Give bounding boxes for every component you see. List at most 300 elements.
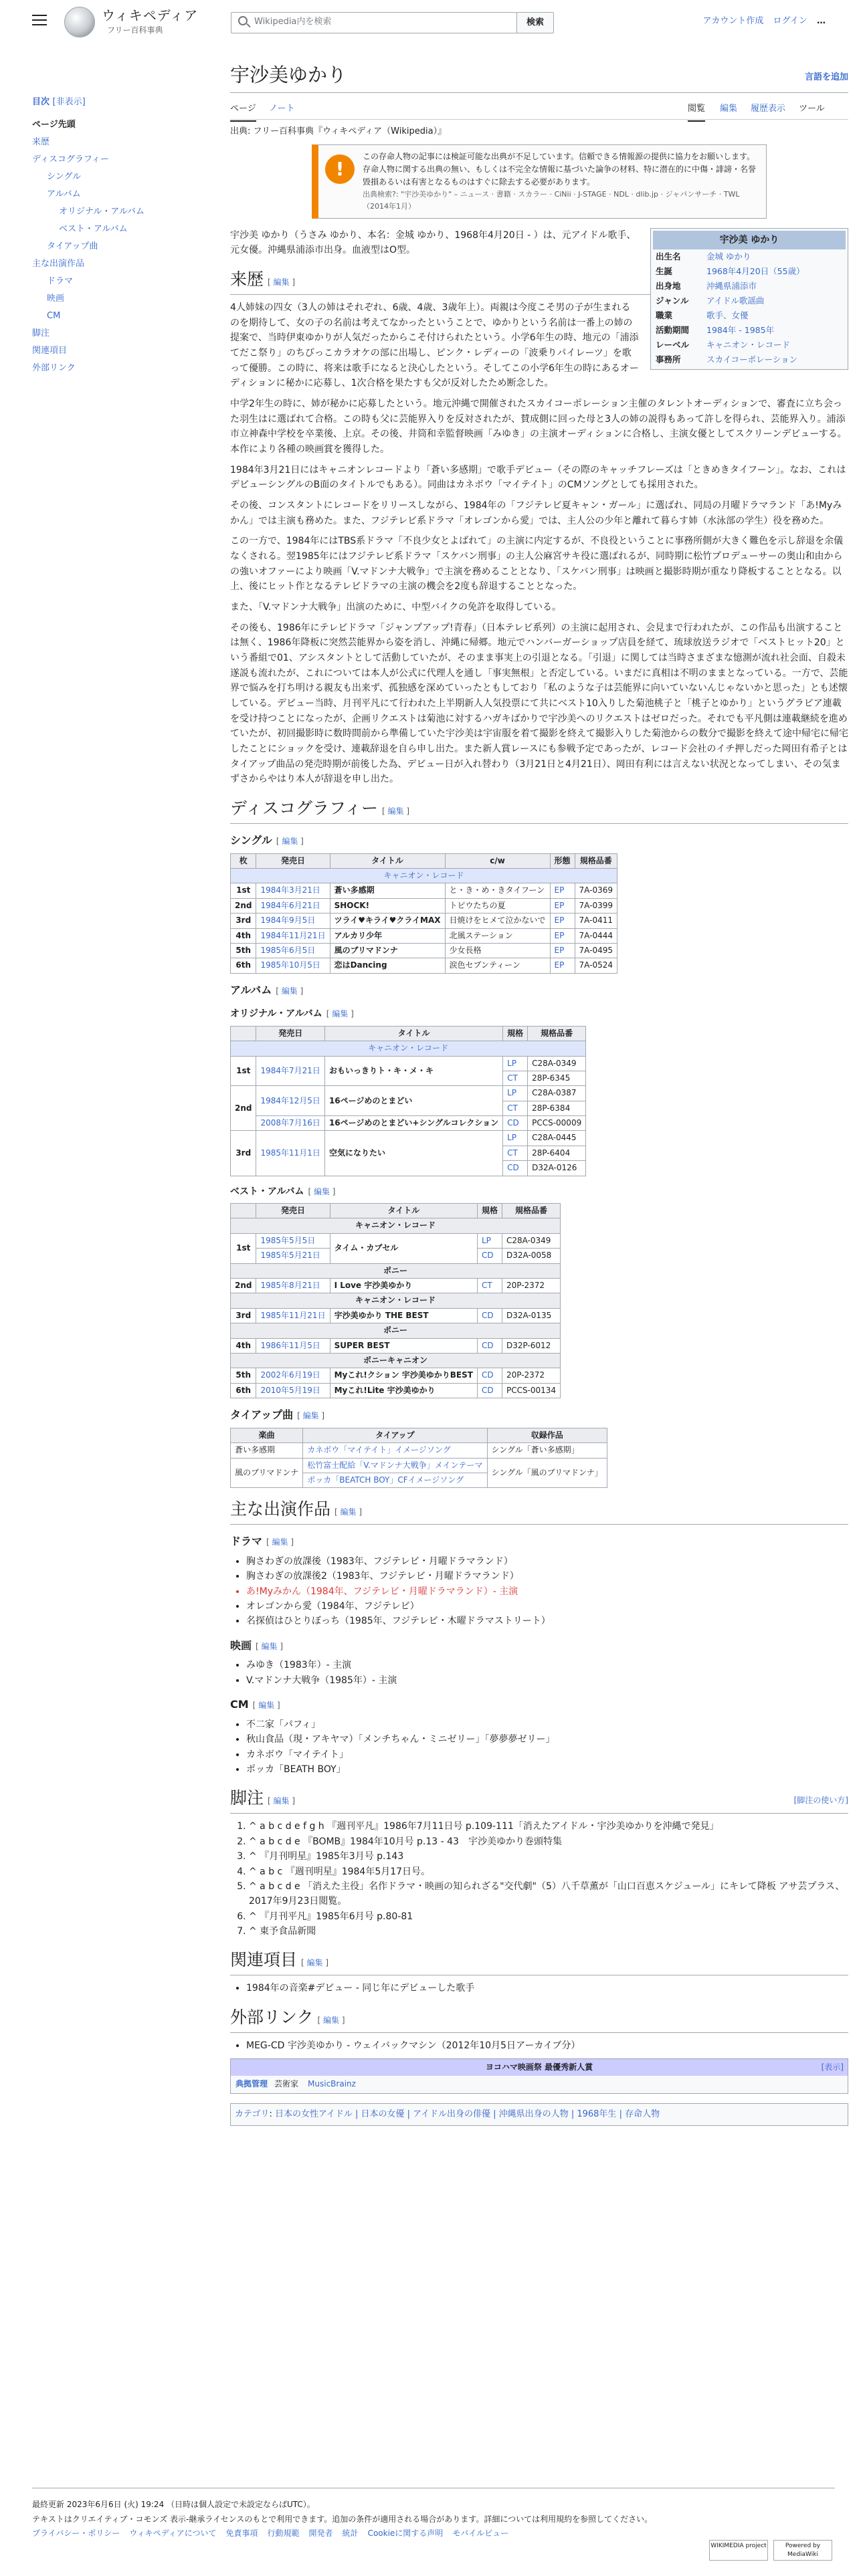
table-of-contents (32, 94, 193, 377)
infobox-table (653, 249, 846, 367)
subsection-heading: タイアップ曲 [ 編集 ] (230, 1408, 325, 1422)
edit-link[interactable]: [ 編集 ] (256, 1641, 284, 1651)
edit-link[interactable]: [ 編集 ] (326, 1009, 354, 1019)
cell-date[interactable]: 1985年5月21日 (256, 1249, 330, 1263)
wikipedia-logo-icon[interactable] (64, 7, 95, 37)
edit-link[interactable]: [ 編集 ] (308, 1186, 336, 1196)
cell-format[interactable]: CT (503, 1146, 528, 1160)
column-header: 発売日 (256, 1026, 324, 1041)
cell-format[interactable]: CD (477, 1338, 502, 1353)
cell-code: 28P-6345 (528, 1071, 586, 1085)
tab-history[interactable]: 履歴表示 (751, 104, 786, 114)
reference-item[interactable]: 3. ^ 『月刊明星』1985年3月号 p.143 (249, 1849, 848, 1864)
cell-code: 20P-2372 (502, 1279, 560, 1293)
section-heading: 関連項目 [ 編集 ] (230, 1951, 848, 1975)
notice-sub[interactable]: 出典検索?: "宇沙美ゆかり" – ニュース · 書籍 · スカラー · CiNii · J-STAGE · NDL · dlib.jp · ジャパンサーチ · TWL（2014年1月） (363, 190, 740, 211)
drama-item[interactable]: • あ!Myみかん（1984年、フジテレビ・月曜ドラマランド）- 主演 (246, 1584, 848, 1599)
tab-edit[interactable]: 編集 (720, 104, 738, 114)
cell-format[interactable]: CT (503, 1101, 528, 1115)
cell-title: 16ページめのとまどい (324, 1086, 502, 1116)
cell-no: 4th (231, 928, 256, 943)
label-cell: ポニー (231, 1323, 561, 1338)
site-title[interactable]: ウィキペディア (102, 7, 199, 23)
cell-no: 6th (231, 958, 256, 973)
history-body (230, 300, 848, 787)
search-button[interactable]: 検索 (516, 12, 554, 33)
infobox-value[interactable]: 1968年4月20日（55歳） (706, 265, 805, 276)
cell-format[interactable]: LP (503, 1056, 528, 1071)
menu-icon[interactable] (32, 15, 47, 29)
related-list (246, 1981, 848, 1996)
category-label[interactable]: カテゴリ (235, 2109, 270, 2119)
film-item[interactable]: • V.マドンナ大戦争（1985年）- 主演 (246, 1673, 848, 1688)
infobox-value[interactable]: 1984年 - 1985年 (706, 324, 775, 335)
site-header (0, 0, 859, 43)
edit-link[interactable]: [ 編集 ] (317, 2015, 345, 2025)
cell-code: 7A-0411 (575, 914, 617, 928)
column-header: タイアップ (303, 1428, 487, 1442)
infobox-key: レーベル (656, 339, 690, 350)
create-account-link[interactable]: アカウント作成 (702, 16, 764, 26)
cell-format[interactable]: CD (477, 1383, 502, 1398)
column-header: 規格品番 (502, 1204, 560, 1218)
cell-no: 2nd (231, 1086, 256, 1131)
column-header: c/w (445, 853, 550, 868)
cell-code: C28A-0349 (528, 1056, 586, 1071)
cell-no: 3rd (231, 1131, 256, 1176)
label-cell: ポニーキャニオン (231, 1353, 561, 1368)
cell-format[interactable]: EP (550, 898, 575, 913)
cell-date[interactable]: 2008年7月16日 (256, 1116, 324, 1131)
edit-link[interactable]: [ 編集 ] (297, 1411, 325, 1421)
cell-date[interactable]: 1985年6月5日 (256, 943, 330, 958)
cell-code: C28A-0349 (502, 1233, 560, 1248)
table-row (231, 1338, 561, 1353)
subsection-heading: アルバム [ 編集 ] (230, 983, 304, 996)
cell-tieup[interactable]: 松竹富士配給「V.マドンナ大戦争」メインテーマ (303, 1458, 487, 1473)
column-header: 発売日 (256, 1204, 330, 1218)
cell-title: 恋はDancing (330, 958, 445, 973)
article (230, 64, 848, 2135)
notice-box (312, 144, 767, 219)
category-link[interactable]: 1968年生 (577, 2109, 617, 2119)
column-header (231, 1026, 256, 1041)
footer-links (32, 2527, 835, 2541)
cm-item[interactable]: • ポッカ「BEATH BOY」 (246, 1762, 848, 1777)
cell-date[interactable]: 1985年10月5日 (256, 958, 330, 973)
cell-no: 3rd (231, 1308, 256, 1323)
last-edited: 最終更新 2023年6月6日 (火) 19:24 （日時は個人設定で未設定ならばUTC）。 (32, 2500, 315, 2509)
film-item[interactable]: • みゆき（1983年）- 主演 (246, 1658, 848, 1673)
edit-link[interactable]: [ 編集 ] (252, 1701, 280, 1711)
cell-format[interactable]: LP (477, 1233, 502, 1248)
subsection-heading: CM [ 編集 ] (230, 1698, 280, 1711)
cell-title: アルカリ少年 (330, 928, 445, 943)
edit-link[interactable]: [ 編集 ] (382, 807, 410, 817)
cell-cw: と・き・め・きタイフーン (445, 883, 550, 898)
authority-row (231, 2076, 848, 2092)
film-list (246, 1658, 848, 1688)
cell-code: PCCS-00009 (528, 1116, 586, 1131)
cell-code: 7A-0495 (575, 943, 617, 958)
cell-title: SHOCK! (330, 898, 445, 913)
toc-title: 目次 [非表示] (32, 97, 86, 107)
cell-title: 宇沙美ゆかり THE BEST (330, 1308, 477, 1323)
footer-link[interactable]: モバイルビュー (452, 2529, 509, 2539)
category-link[interactable]: 沖縄県出身の人物 (498, 2109, 569, 2119)
cell-format[interactable]: CD (477, 1249, 502, 1263)
column-header: タイトル (324, 1026, 502, 1041)
history-paragraph: 中学2年生の時に、姉が秘かに応募したという。地元沖縄で開催されたスカイコーポレーション主催のタレントオーディションで、審査に立ち会った羽生はに選ばれて合格。この時も父に芸能界入りを反対されたが、賛成側に回った母と3人の姉の説得もあって許しを得られ、芸能界入り。浦添市立神森中学校を卒業後、上京。その後、井筒和幸監督映画「みゆき」の主演オーディションに合格し、主演女優としてスクリーンデビューする。本作により各種の映画賞を獲得した。 (230, 398, 847, 455)
cell-code: 28P-6384 (528, 1101, 586, 1115)
cell-format[interactable]: CD (477, 1368, 502, 1383)
table-row (231, 1443, 607, 1458)
cell-title: I Love 宇沙美ゆかり (330, 1279, 477, 1293)
table-row (231, 1383, 561, 1398)
cell-no: 6th (231, 1383, 256, 1398)
cell-format[interactable]: CT (477, 1279, 502, 1293)
footer-link[interactable]: Cookieに関する声明 (367, 2529, 444, 2539)
reference-item[interactable]: 6. ^ 『月刊平凡』1985年6月号 p.80-81 (249, 1909, 848, 1924)
section-heading: 来歴 [ 編集 ] (230, 270, 848, 295)
cell-title: ツライ♥キライ♥クライMAX (330, 914, 445, 928)
cell-date[interactable]: 2002年6月19日 (256, 1368, 330, 1383)
table-row (231, 943, 617, 958)
history-paragraph: 1984年3月21日にはキャニオンレコードより「蒼い多感期」で歌手デビュー（その際のキャッチフレーズは「ときめきタイフーン」。なお、これはデビューシングルのB面のタイトルでもある）。同曲はカネボウ「マイテイト」のCMソングとしても採用された。 (230, 464, 846, 491)
cell-tieup[interactable]: ポッカ「BEATCH BOY」CFイメージソング (303, 1473, 487, 1487)
user-links (696, 15, 826, 29)
cell-date[interactable]: 1985年11月21日 (256, 1308, 330, 1323)
infobox-row (653, 249, 846, 264)
cell-code: 7A-0399 (575, 898, 617, 913)
cell-title: 16ページめのとまどい+シングルコレクション (324, 1116, 502, 1131)
cell-title: SUPER BEST (330, 1338, 477, 1353)
cm-item[interactable]: • 不二家「パフィ」 (246, 1717, 848, 1732)
cell-format[interactable]: CD (503, 1116, 528, 1131)
cell-cw: トピウたちの夏 (445, 898, 550, 913)
authority-label[interactable]: 典拠管理 (235, 2079, 268, 2089)
cell-code: C28A-0445 (528, 1131, 586, 1146)
reference-item[interactable]: 7. ^ 東予食品新聞 (249, 1924, 848, 1939)
cell-cw: 北風ステーション (445, 928, 550, 943)
cell-no: 5th (231, 943, 256, 958)
category-link[interactable]: 存命人物 (625, 2109, 660, 2119)
edit-link[interactable]: [ 編集 ] (268, 1796, 296, 1806)
cell-title: 空気になりたい (324, 1131, 502, 1176)
cell-no: 5th (231, 1368, 256, 1383)
edit-link[interactable]: [ 編集 ] (266, 1537, 294, 1547)
cell-date[interactable]: 1984年12月5日 (256, 1086, 324, 1116)
toc-hide-link[interactable]: [非表示] (52, 97, 86, 107)
label-cell[interactable]: キャニオン・レコード (231, 1041, 586, 1056)
authority-kind: 芸術家 (274, 2079, 299, 2089)
tab-read[interactable]: 閲覧 (688, 102, 705, 122)
infobox-key: ジャンル (656, 295, 689, 306)
navbox (230, 2058, 848, 2093)
drama-list (246, 1554, 848, 1629)
notice-text: この存命人物の記事には検証可能な出典が不足しています。信頼できる情報源の提供に協力をお願いします。存命人物に関する出典の無い、もしくは不完全な情報に基づいた論争の材料、特に潜在的に中傷・誹謗・名誉毀損あるいは有害となるものはすぐに除去する必要があります。 (363, 151, 757, 187)
table-row (231, 928, 617, 943)
page-tabs (230, 97, 848, 120)
infobox-value[interactable]: アイドル歌謡曲 (706, 295, 765, 306)
category-link[interactable]: アイドル出身の俳優 (413, 2109, 491, 2119)
cm-item[interactable]: • カネボウ「マイテイト」 (246, 1747, 848, 1762)
footer-link[interactable]: プライバシー・ポリシー (32, 2529, 120, 2539)
tab-page[interactable]: ページ (230, 102, 256, 122)
reference-item[interactable]: 2. ^ a b c d e 『BOMB』1984年10月号 p.13 - 43 宇沙美ゆかり巻頭特集 (249, 1834, 848, 1849)
cell-no: 2nd (231, 898, 256, 913)
cell-title: 風のブリマドンナ (330, 943, 445, 958)
edit-link[interactable]: [ 編集 ] (276, 986, 304, 996)
column-header: 楽曲 (231, 1428, 303, 1442)
cell-song: 風のブリマドンナ (231, 1458, 303, 1488)
column-header: タイトル (330, 853, 445, 868)
cell-code: D32P-6012 (502, 1338, 560, 1353)
toc-item[interactable]: 映画 (47, 294, 65, 304)
infobox-row (653, 323, 846, 338)
cell-format[interactable]: EP (550, 928, 575, 943)
cell-code: 28P-6404 (528, 1146, 586, 1160)
table-row (231, 1116, 586, 1131)
cell-date[interactable]: 1985年5月5日 (256, 1233, 330, 1248)
cell-code: D32A-0058 (502, 1249, 560, 1263)
infobox-row (653, 352, 846, 367)
drama-item[interactable]: • 胸さわぎの放課後（1983年、フジテレビ・月曜ドラマランド） (246, 1554, 848, 1569)
cell-format[interactable]: LP (503, 1131, 528, 1146)
cell-title: Myこれ!クション 宇沙美ゆかりBEST (330, 1368, 477, 1383)
history-paragraph: その後、コンスタントにレコードをリリースしながら、1984年の「フジテレビ夏キャン・ガール」に選ばれ、同局の月曜ドラマランド「あ!Myみかん」では主演も務めた。また、フジテレビ系ドラマ「オレゴンから愛」では、主人公の少年と離れて暮らす姉（水泳部の学生）役を務めた。 (230, 500, 842, 526)
table-row (231, 1218, 561, 1233)
original-albums-table (230, 1026, 586, 1176)
infobox-value[interactable]: 沖縄県浦添市 (706, 280, 757, 291)
edit-link[interactable]: [ 編集 ] (276, 837, 304, 847)
toc-item[interactable]: オリジナル・アルバム (59, 207, 145, 217)
label-cell: ポニー (231, 1263, 561, 1278)
infobox-key: 職業 (656, 310, 673, 320)
reference-item[interactable]: 4. ^ a b c 『週刊明星』1984年5月17日号。 (249, 1864, 848, 1879)
reference-item[interactable]: 5. ^ a b c d e 「消えた主役」名作ドラマ・映画の知られざる"交代劇"（5）八千草薫が「山口百恵スケジュール」にキレて降板 アサ芸プラス、2017年9月23日閲覧。 (249, 1879, 848, 1909)
cell-date[interactable]: 1984年11月21日 (256, 928, 330, 943)
navbox-title: ヨコハマ映画祭 最優秀新人賞 [表示] (231, 2059, 848, 2076)
cell-date[interactable]: 1984年9月5日 (256, 914, 330, 928)
table-row (231, 1308, 561, 1323)
column-header: 規格 (477, 1204, 502, 1218)
category-links: カテゴリ: 日本の女性アイドル | 日本の女優 | アイドル出身の俳優 | 沖縄県出身の人物 | 1968年生 | 存命人物 (230, 2103, 848, 2127)
toc-item[interactable]: 外部リンク (32, 363, 76, 373)
toc-item[interactable]: 脚注 (32, 328, 50, 338)
tab-talk[interactable]: ノート (269, 104, 295, 114)
column-header: 形態 (550, 853, 575, 868)
cell-code: 7A-0444 (575, 928, 617, 943)
toc-item[interactable]: 主な出演作品 (32, 259, 85, 269)
external-link-item[interactable]: • MEG-CD 宇沙美ゆかり - ウェイバックマシン（2012年10月5日アーカイブ分） (246, 2038, 848, 2053)
edit-link[interactable]: [ 編集 ] (268, 277, 296, 287)
toc-item[interactable]: ディスコグラフィー (32, 154, 109, 165)
table-row (231, 1233, 561, 1248)
column-header: 収録作品 (487, 1428, 607, 1442)
label-row (231, 1041, 586, 1056)
label-cell: キャニオン・レコード (231, 1293, 561, 1308)
toc-item[interactable]: アルバム (47, 189, 81, 199)
toc-item[interactable]: ベスト・アルバム (59, 224, 128, 234)
table-row (231, 1056, 586, 1071)
subsection-heading: 映画 [ 編集 ] (230, 1638, 284, 1652)
cell-no: 4th (231, 1338, 256, 1353)
infobox-row (653, 338, 846, 352)
infobox-value[interactable]: キャニオン・レコード (706, 339, 791, 350)
cell-date[interactable]: 1985年11月1日 (256, 1131, 324, 1176)
navbox-show-link[interactable]: [表示] (821, 2062, 844, 2072)
best-albums-table (230, 1203, 561, 1398)
search-input[interactable]: Wikipedia内を検索 (231, 12, 517, 33)
cell-format[interactable]: EP (550, 914, 575, 928)
cell-code: D32A-0126 (528, 1161, 586, 1176)
references-list (249, 1819, 848, 1939)
category-link[interactable]: 日本の女性アイドル (275, 2109, 353, 2119)
table-row (231, 958, 617, 973)
cell-record: シングル「風のブリマドンナ」 (487, 1458, 607, 1488)
table-row (231, 1458, 607, 1473)
cell-format[interactable]: LP (503, 1086, 528, 1101)
section-heading: 脚注 [ 編集 ] [脚注の使い方] (230, 1789, 848, 1814)
cell-title: 蒼い多感期 (330, 883, 445, 898)
cell-format[interactable]: CD (503, 1161, 528, 1176)
reference-item[interactable]: 1. ^ a b c d e f g h 『週刊平凡』1986年7月11日号 p.109-111「消えたアイドル・宇沙美ゆかりを沖縄で発見」 (249, 1819, 848, 1834)
singles-table (230, 853, 617, 974)
edit-link[interactable]: [ 編集 ] (301, 1958, 329, 1968)
table-header-row (231, 853, 617, 868)
tab-tools[interactable]: ツール (799, 104, 825, 114)
column-header: 規格品番 (575, 853, 617, 868)
language-button[interactable]: 言語を追加 (804, 72, 848, 82)
cell-date[interactable]: 1984年3月21日 (256, 883, 330, 898)
toc-item[interactable]: ページ先頭 (32, 120, 76, 130)
toc-item[interactable]: 関連項目 (32, 346, 68, 356)
cell-title: タイム・カプセル (330, 1233, 477, 1263)
infobox-title: 宇沙美 ゆかり (653, 231, 846, 249)
tieup-table (230, 1428, 607, 1489)
drama-item[interactable]: • 胸さわぎの放課後2（1983年、フジテレビ・月曜ドラマランド） (246, 1569, 848, 1584)
toc-item[interactable]: タイアップ曲 (47, 241, 98, 251)
cell-format[interactable]: CD (477, 1308, 502, 1323)
label-cell[interactable]: キャニオン・レコード (231, 869, 617, 883)
table-header-row (231, 1026, 586, 1041)
cell-format[interactable]: CT (503, 1071, 528, 1085)
notes-help-link[interactable]: [脚注の使い方] (793, 1796, 848, 1806)
history-paragraph: この一方で、1984年にはTBS系ドラマ「不良少女とよばれて」の主演に内定するが、不良役ということに事務所側が大きく難色を示し辞退を余儀なくされる。翌1985年にはフジテレビ系ドラマ「スケバン刑事」の主人公麻宮サキ役に選ばれるが、同時期に松竹プロデューサーの奥山和由からの強いオファーにより映画「V.マドンナ大戦争」で主演を務めることとなり、「スケバン刑事」は映画と撮影時期が重なり降板することとなる。以上、後にヒット作となるテレビドラマの主演の機会を2度も辞退することとなった。 (230, 536, 844, 593)
section-heading: 外部リンク [ 編集 ] (230, 2008, 848, 2033)
cell-date[interactable]: 1984年6月21日 (256, 898, 330, 913)
edit-link[interactable]: [ 編集 ] (335, 1507, 363, 1517)
infobox-row (653, 264, 846, 279)
column-header: タイトル (330, 1204, 477, 1218)
source-line: 出典: フリー百科事典『ウィキペディア（Wikipedia）』 (230, 126, 447, 136)
infobox-row (653, 294, 846, 308)
table-header-row (231, 1428, 607, 1442)
intro-paragraph: 宇沙美 ゆかり（うさみ ゆかり、本名：金城 ゆかり、1968年4月20日 - ）は、元アイドル歌手、元女優。沖縄県浦添市出身。血液型はO型。 (230, 229, 636, 256)
cell-tieup[interactable]: カネボウ「マイテイト」イメージソング (303, 1443, 487, 1458)
toc-item[interactable]: CM (47, 311, 61, 321)
related-item[interactable]: • 1984年の音楽#デビュー - 同じ年にデビューした歌手 (246, 1981, 848, 1996)
drama-item[interactable]: • 名探偵はひとりぼっち（1985年、フジテレビ・木曜ドラマストリート） (246, 1614, 848, 1628)
infobox-value: 金城 ゆかり (706, 251, 751, 261)
toc-item[interactable]: 来歴 (32, 137, 50, 147)
login-link[interactable]: ログイン (773, 16, 807, 26)
footer-link[interactable]: 統計 (342, 2529, 359, 2539)
history-paragraph: また、「V.マドンナ大戦争」出演のために、中型バイクの免許を取得している。 (230, 601, 561, 613)
cell-date[interactable]: 2010年5月19日 (256, 1383, 330, 1398)
infobox-value[interactable]: スカイコーポレーション (706, 354, 798, 364)
cell-format[interactable]: EP (550, 943, 575, 958)
infobox-key: 事務所 (656, 354, 681, 364)
cell-no: 1st (231, 1056, 256, 1086)
section-heading: ディスコグラフィー [ 編集 ] (230, 799, 848, 824)
footer-link[interactable]: 開発者 (308, 2529, 333, 2539)
subsection-heading: ドラマ [ 編集 ] (230, 1535, 294, 1548)
table-row (231, 1368, 561, 1383)
mediawiki-badge[interactable]: Powered by MediaWiki (773, 2540, 832, 2561)
footer-link[interactable]: 免責事項 (225, 2529, 258, 2539)
table-row (231, 898, 617, 913)
table-row (231, 1323, 561, 1338)
table-row (231, 1279, 561, 1293)
toc-item[interactable]: シングル (47, 172, 82, 182)
external-links-list (246, 2038, 848, 2053)
column-header: 発売日 (256, 853, 330, 868)
footer-link[interactable]: 行動規範 (267, 2529, 300, 2539)
more-options-icon[interactable]: … (817, 16, 826, 26)
infobox (650, 228, 848, 370)
history-paragraph: 4人姉妹の四女（3人の姉はそれぞれ、6歳、4歳、3歳年上）。両親は今度こそ男の子が生まれるのを期待して、女の子の名前は考えてなかったということで、ゆかりという名前は一番上の姉の提案で、当時伊東ゆかりが人気だったからこそ付けられたという。小学6年生の時、地元の「浦添てだこ祭り」のちびっこカラオケの部に出場し、ピンク・レディーの「波乗りパイレーツ」を歌って優勝。この時に、将来は歌手になると決心したという。そしてこの小学6年生の時にあるオーディションに秘かに応募し、1次合格を果たすも父が反対したため断念した。 (230, 302, 639, 389)
table-row (231, 1086, 586, 1101)
authority-link[interactable]: MusicBrainz (308, 2079, 356, 2089)
toc-item[interactable]: ドラマ (47, 276, 74, 286)
cell-format[interactable]: EP (550, 958, 575, 973)
cell-code: 7A-0369 (575, 883, 617, 898)
infobox-key: 出生名 (656, 251, 681, 261)
cm-item[interactable]: • 秋山食品（現・アキヤマ）「メンチちゃん・ミニゼリー」「夢夢夢ゼリー」 (246, 1732, 848, 1747)
cell-code: 7A-0524 (575, 958, 617, 973)
infobox-key: 出身地 (656, 280, 681, 291)
table-header-row (231, 1204, 561, 1218)
column-header (231, 1204, 256, 1218)
category-link[interactable]: 日本の女優 (361, 2109, 405, 2119)
footer-link[interactable]: ウィキペディアについて (129, 2529, 217, 2539)
cell-code: C28A-0387 (528, 1086, 586, 1101)
infobox-value[interactable]: 歌手、女優 (706, 310, 749, 320)
cell-code: D32A-0135 (502, 1308, 560, 1323)
cell-title: おもいっきりト・キ・メ・キ (324, 1056, 502, 1086)
cell-date[interactable]: 1984年7月21日 (256, 1056, 324, 1086)
cell-date[interactable]: 1985年8月21日 (256, 1279, 330, 1293)
cell-no: 2nd (231, 1279, 256, 1293)
cell-no: 1st (231, 1233, 256, 1263)
subsection-heading: ベスト・アルバム [ 編集 ] (230, 1186, 336, 1197)
cell-format[interactable]: EP (550, 883, 575, 898)
table-row (231, 1263, 561, 1278)
cell-song: 蒼い多感期 (231, 1443, 303, 1458)
cell-no: 1st (231, 883, 256, 898)
drama-item[interactable]: • オレゴンから愛（1984年、フジテレビ） (246, 1599, 848, 1614)
label-cell: キャニオン・レコード (231, 1218, 561, 1233)
cell-title: Myこれ!Lite 宇沙美ゆかり (330, 1383, 477, 1398)
wikimedia-badge[interactable]: WIKIMEDIA project (709, 2540, 768, 2561)
cell-date[interactable]: 1986年11月5日 (256, 1338, 330, 1353)
warning-icon: ! (325, 154, 355, 184)
label-row (231, 869, 617, 883)
cell-cw: 少女長格 (445, 943, 550, 958)
cell-code: 20P-2372 (502, 1368, 560, 1383)
